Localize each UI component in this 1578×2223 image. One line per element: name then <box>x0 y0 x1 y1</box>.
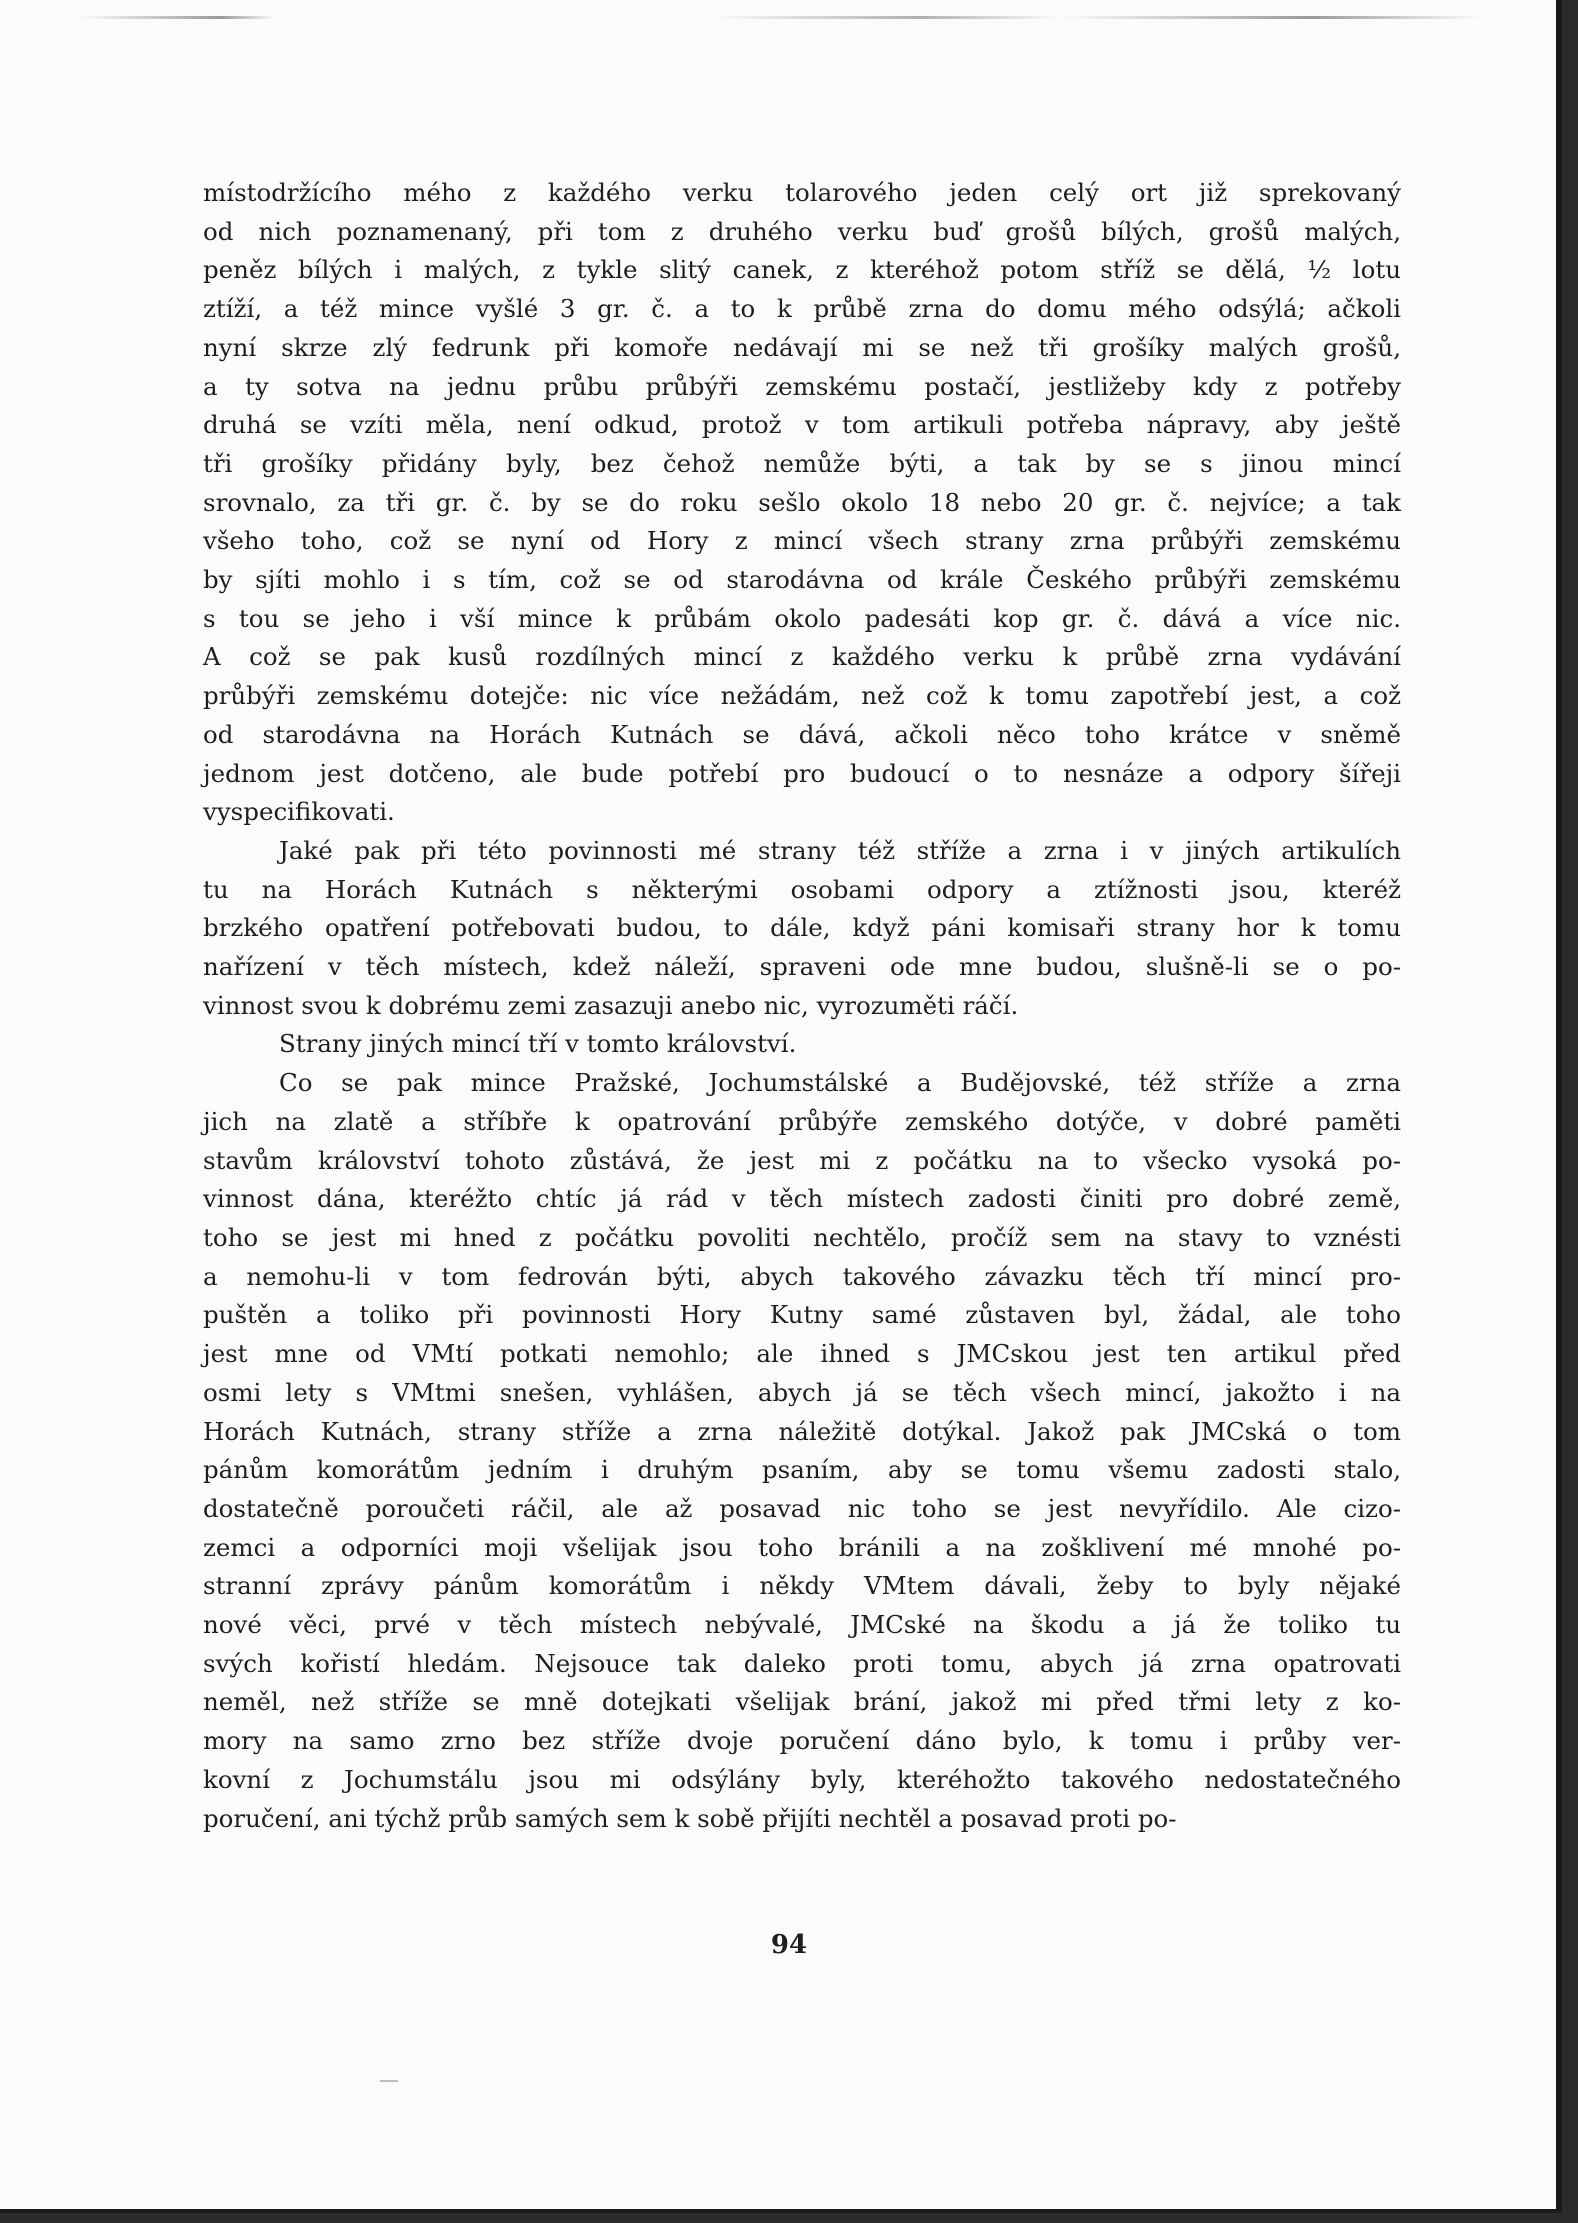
text-line: osmi lety s VMtmi snešen, vyhlášen, abych já se těch všech mincí, jakožto i na <box>203 1377 1401 1407</box>
text-line: druhá se vzíti měla, není odkud, protož v tom artikuli potřeba nápravy, aby ještě <box>203 410 1401 440</box>
body-text <box>203 174 1401 1838</box>
text-line: pánům komorátům jedním i druhým psaním, aby se tomu všemu zadosti stalo, <box>203 1455 1401 1485</box>
text-line: Strany jiných mincí tří v tomto království. <box>279 1029 797 1059</box>
text-line: tři grošíky přidány byly, bez čehož nemůže býti, a tak by se s jinou mincí <box>203 448 1401 478</box>
text-line: A což se pak kusů rozdílných mincí z každého verku k průbě zrna vydávání <box>203 642 1401 672</box>
text-line: by sjíti mohlo i s tím, což se od starodávna od krále Českého průbýři zemskému <box>203 565 1401 595</box>
text-line: jednom jest dotčeno, ale bude potřebí pro budoucí o to nesnáze a odpory šířeji <box>203 758 1401 788</box>
text-line: zemci a odporníci moji všelijak jsou toho bránili a na zošklivení mé mnohé po- <box>203 1532 1401 1562</box>
text-line: dostatečně poroučeti ráčil, ale až posavad nic toho se jest nevyřídilo. Ale cizo- <box>203 1493 1401 1523</box>
text-line: nové věci, prvé v těch místech nebývalé, JMCské na škodu a já že toliko tu <box>203 1610 1401 1640</box>
text-line: brzkého opatření potřebovati budou, to dále, když páni komisaři strany hor k tomu <box>203 913 1401 943</box>
text-line: Co se pak mince Pražské, Jochumstálské a Budějovské, též stříže a zrna <box>279 1068 1401 1098</box>
text-line: peněz bílých i malých, z tykle slitý canek, z kteréhož potom stříž se dělá, ½ lotu <box>203 255 1401 285</box>
text-line: stavům království tohoto zůstává, že jest mi z počátku na to všecko vysoká po- <box>203 1145 1401 1175</box>
text-line: Horách Kutnách, strany stříže a zrna náležitě dotýkal. Jakož pak JMCská o tom <box>203 1416 1401 1446</box>
text-line: s tou se jeho i vší mince k průbám okolo padesáti kop gr. č. dává a více nic. <box>203 603 1401 633</box>
text-line: toho se jest mi hned z počátku povoliti nechtělo, pročíž sem na stavy to vznésti <box>203 1222 1401 1252</box>
text-line: od nich poznamenaný, při tom z druhého verku buď grošů bílých, grošů malých, <box>203 216 1401 246</box>
text-line: místodržícího mého z každého verku tolarového jeden celý ort již sprekovaný <box>203 178 1401 207</box>
text-line: a ty sotva na jednu průbu průbýři zemskému postačí, jestližeby kdy z potřeby <box>203 371 1401 401</box>
text-line: stranní zprávy pánům komorátům i někdy VMtem dávali, žeby to byly nějaké <box>203 1571 1401 1601</box>
text-line: srovnalo, za tři gr. č. by se do roku sešlo okolo 18 nebo 20 gr. č. nejvíce; a tak <box>203 487 1401 517</box>
text-line: neměl, než stříže se mně dotejkati všelijak brání, jakož mi před třmi lety z ko- <box>203 1687 1401 1717</box>
text-line: tu na Horách Kutnách s některými osobami odpory a ztížnosti jsou, kteréž <box>203 874 1401 904</box>
text-line: vinnost svou k dobrému zemi zasazuji anebo nic, vyrozuměti ráčí. <box>203 990 1019 1020</box>
text-line: kovní z Jochumstálu jsou mi odsýlány byly, kteréhožto takového nedostatečného <box>203 1764 1401 1794</box>
text-line: vyspecifikovati. <box>203 797 395 827</box>
page-top-edge <box>80 16 1480 19</box>
text-line: všeho toho, což se nyní od Hory z mincí všech strany zrna průbýři zemskému <box>203 526 1401 556</box>
text-line: nyní skrze zlý fedrunk při komoře nedávají mi se než tři grošíky malých grošů, <box>203 332 1401 362</box>
text-line: ztíží, a též mince vyšlé 3 gr. č. a to k průbě zrna do domu mého odsýlá; ačkoli <box>203 294 1401 324</box>
text-line: jest mne od VMtí potkati nemohlo; ale ihned s JMCskou jest ten artikul před <box>203 1339 1401 1369</box>
text-line: a nemohu-li v tom fedrován býti, abych takového závazku těch tří mincí pro- <box>203 1261 1401 1291</box>
text-line: Jaké pak při této povinnosti mé strany též stříže a zrna i v jiných artikulích <box>279 835 1401 865</box>
text-line: poručení, ani týchž průb samých sem k sobě přijíti nechtěl a posavad proti po- <box>203 1803 1177 1833</box>
text-line: mory na samo zrno bez stříže dvoje poručení dáno bylo, k tomu i průby ver- <box>203 1726 1401 1756</box>
text-line: svých kořistí hledám. Nejsouce tak daleko proti tomu, abych já zrna opatrovati <box>203 1648 1401 1678</box>
text-line: průbýři zemskému dotejče: nic více nežádám, než což k tomu zapotřebí jest, a což <box>203 681 1401 711</box>
text-line: od starodávna na Horách Kutnách se dává, ačkoli něco toho krátce v sněmě <box>203 719 1401 749</box>
text-line: nařízení v těch místech, kdež náleží, spraveni ode mne budou, slušně-li se o po- <box>203 952 1401 982</box>
text-line: jich na zlatě a stříbře k opatrování průbýře zemského dotýče, v dobré paměti <box>203 1106 1401 1136</box>
text-line: vinnost dána, kteréžto chtíc já rád v těch místech zadosti činiti pro dobré země, <box>203 1184 1401 1214</box>
page-number: 94 <box>770 1930 808 1960</box>
text-line: puštěn a toliko při povinnosti Hory Kutny samé zůstaven byl, žádal, ale toho <box>203 1300 1401 1330</box>
scan-mark <box>380 2080 398 2082</box>
